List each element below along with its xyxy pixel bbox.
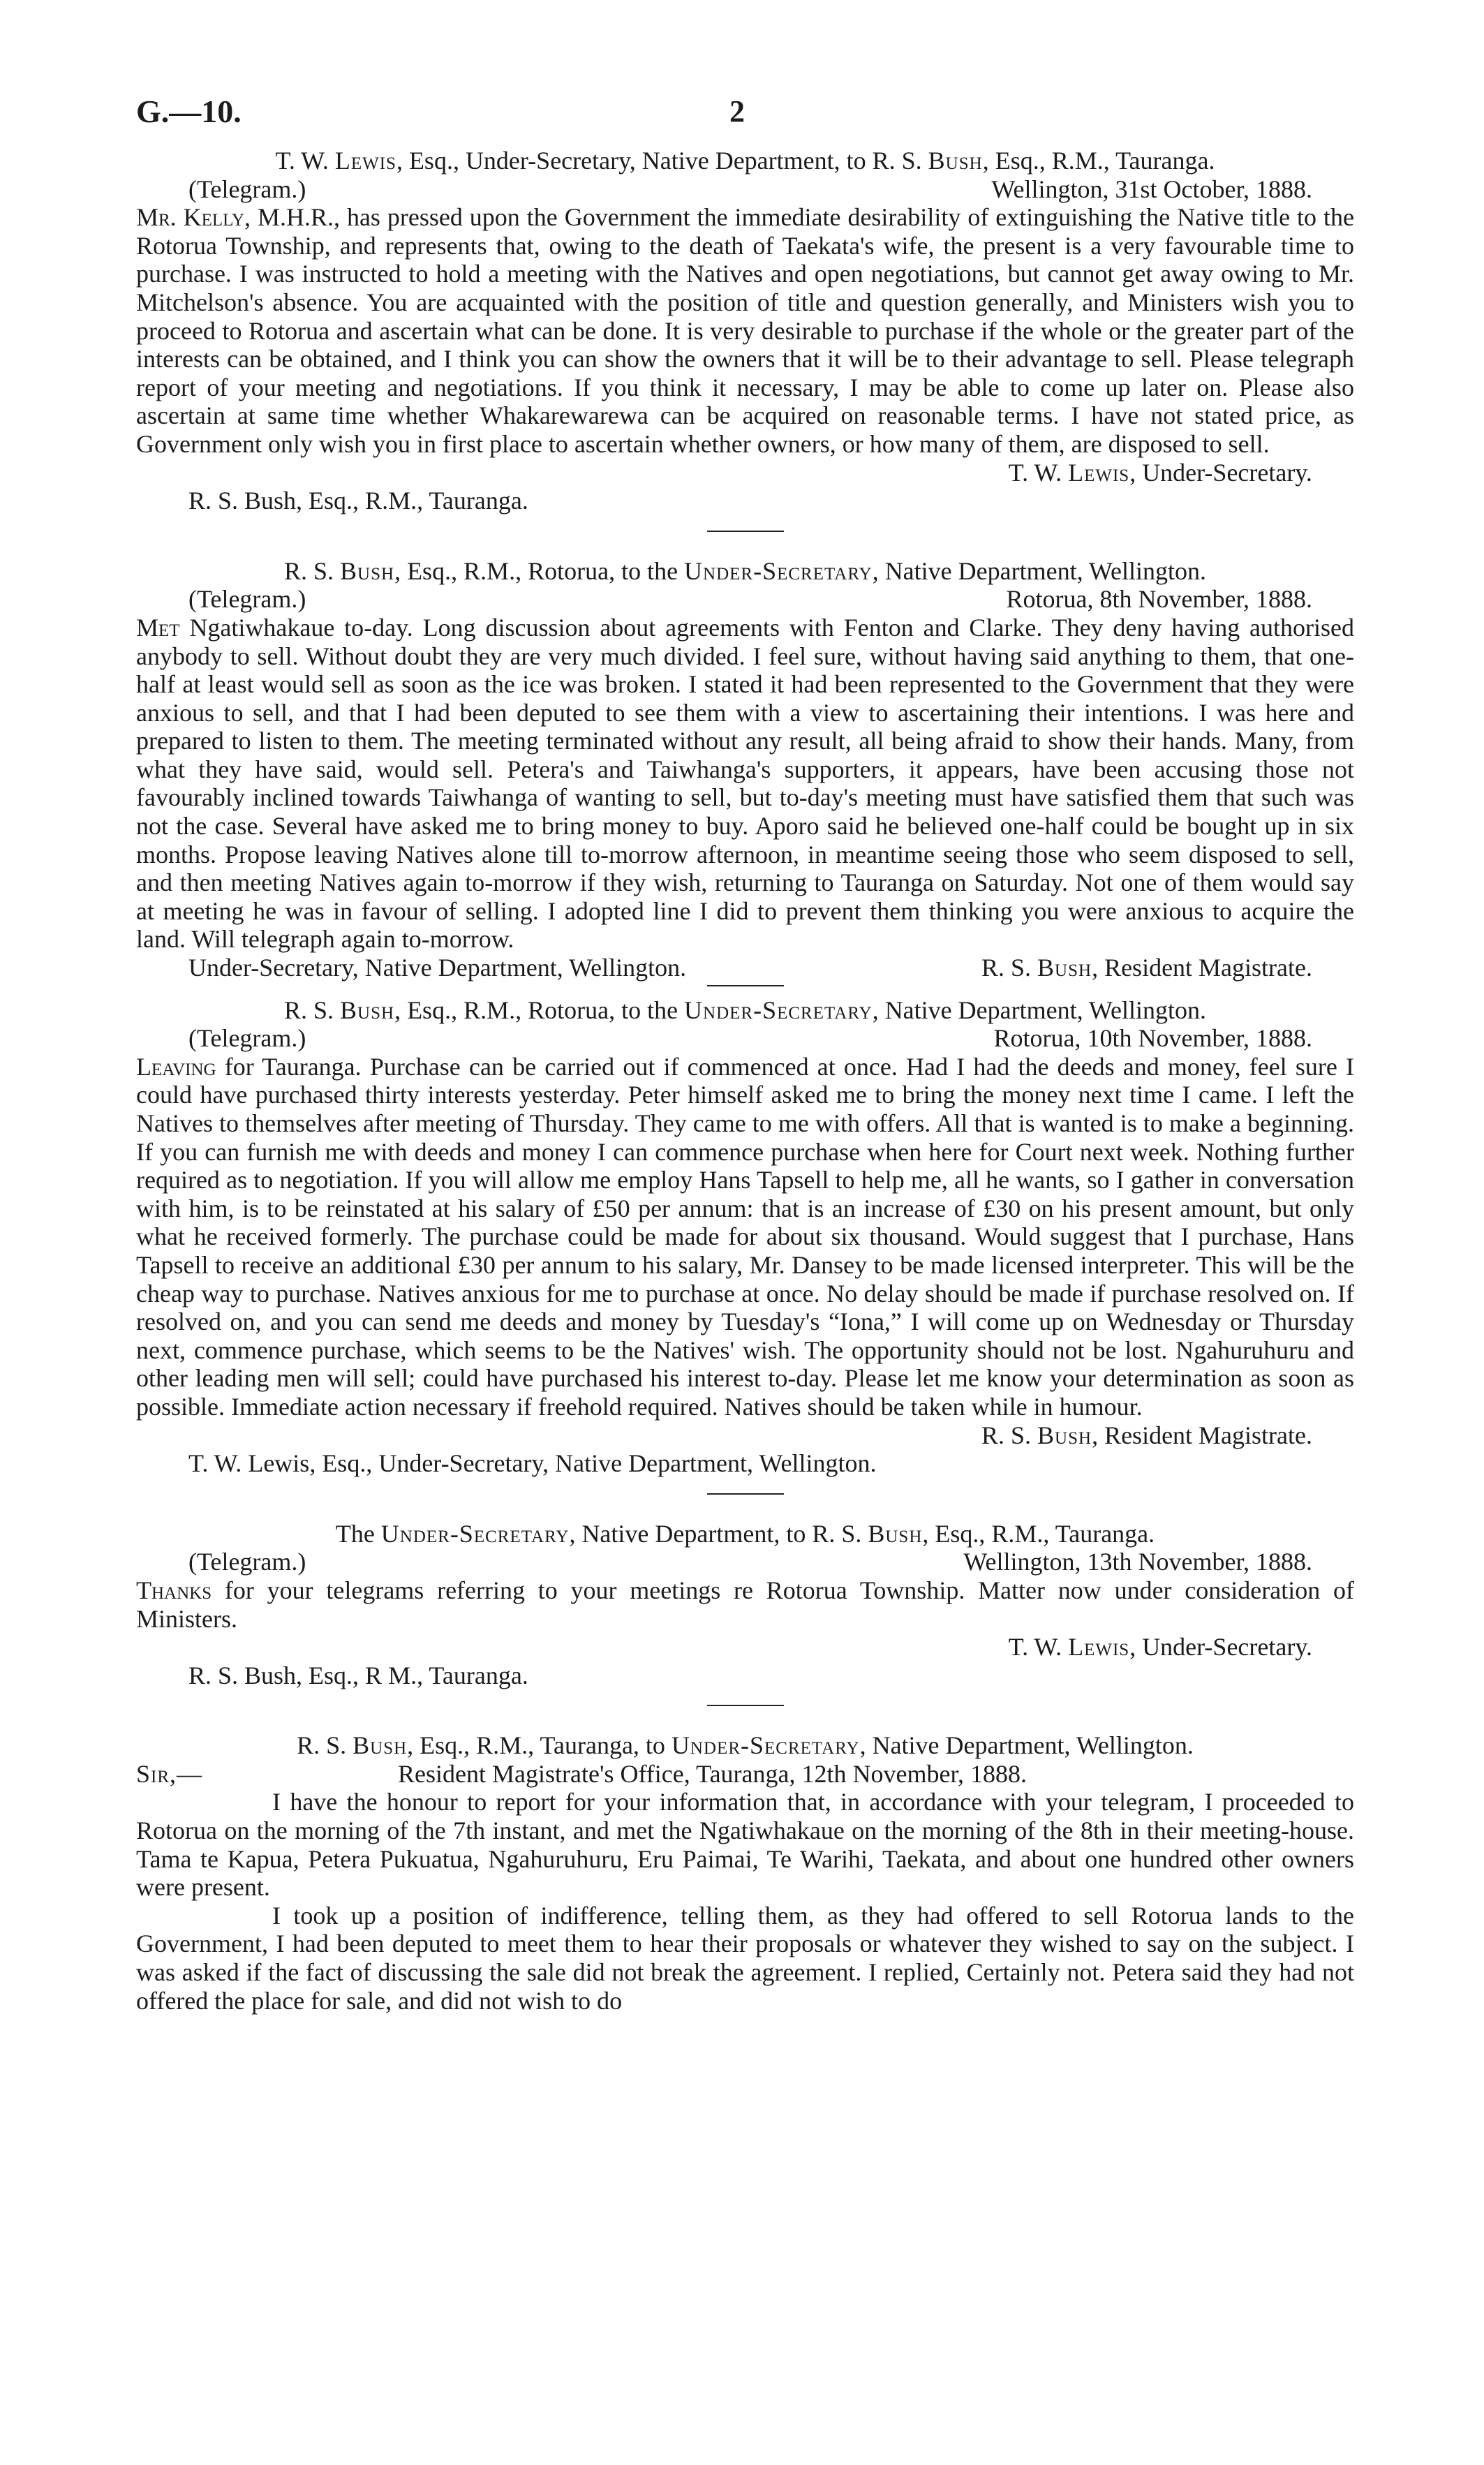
office-date: Resident Magistrate's Office, Tauranga, 12th November, 1888. — [398, 1759, 1027, 1788]
addressee: R. S. Bush, Esq., R M., Tauranga. — [188, 1661, 528, 1689]
place-date: Rotorua, 8th November, 1888. — [1006, 585, 1312, 614]
letter-body: Thanks for your telegrams referring to your meetings re Rotorua Township. Matter now under consideration of Ministers. — [136, 1576, 1354, 1633]
section-divider — [707, 531, 784, 532]
salutation: Sir,— — [136, 1759, 203, 1788]
addressee: R. S. Bush, Esq., R.M., Tauranga. — [188, 487, 528, 515]
telegram-label: (Telegram.) — [188, 1024, 306, 1053]
letter-meta — [136, 1548, 1354, 1576]
page-number: 2 — [729, 94, 745, 128]
signature-row — [136, 954, 1354, 982]
letter-meta — [136, 1024, 1354, 1053]
report-paragraph: I took up a position of indifference, telling them, as they had offered to sell Rotorua lands to the Government, I had been deputed to meet them to hear their proposals or whatever they wished to say on the subject. I was asked if the fact of discussing the sale did not break the agreement. I replied, Certainly not. Petera said they had not offered the place for sale, and did not wish to do — [136, 1901, 1354, 2015]
telegram-label: (Telegram.) — [188, 1548, 306, 1576]
report-paragraph: I have the honour to report for your information that, in accordance with your telegram, I proceeded to Rotorua on the morning of the 7th instant, and met the Ngatiwhakaue on the morning of the 8th in their meeting-house. Tama te Kapua, Petera Pukuatua, Ngahuruhuru, Eru Paimai, Te Warihi, Taekata, and about one hundred other owners were present. — [136, 1788, 1354, 1902]
signature: T. W. Lewis, Under-Secretary. — [1008, 1633, 1312, 1661]
telegram-label: (Telegram.) — [188, 175, 306, 203]
letter-heading: R. S. Bush, Esq., R.M., Rotorua, to the Under-Secretary, Native Department, Wellington. — [283, 556, 1207, 585]
section-divider — [707, 1493, 784, 1495]
telegram-label: (Telegram.) — [188, 585, 306, 614]
addressee: T. W. Lewis, Esq., Under-Secretary, Native Department, Wellington. — [188, 1449, 877, 1478]
letter-body: Leaving for Tauranga. Purchase can be carried out if commenced at once. Had I had the deeds and money, feel sure I could have purchased thirty interests yesterday. Peter himself asked me to bring the money next time I came. I left the Natives to themselves after meeting of Thursday. They came to me with offers. All that is wanted is to make a beginning. If you can furnish me with deeds and money I can commence purchase when here for Court next week. Nothing further required as to negotiation. If you will allow me employ Hans Tapsell to help me, all he wants, so I gather in conversation with him, is to be reinstated at his salary of £50 per annum: that is an increase of £30 on his present amount, but only what he received formerly. The purchase could be made for about six thousand. Would suggest that I purchase, Hans Tapsell to receive an additional £30 per annum to his salary, Mr. Dansey to be made licensed interpreter. This will be the cheap way to purchase. Natives anxious for me to purchase at once. No delay should be made if purchase resolved on. If resolved on, and you can send me deeds and money by Tuesday's “Iona,” I will come up on Wednesday or Thursday next, commence purchase, which seems to be the Natives' wish. The opportunity should not be lost. Ngahuruhuru and other leading men will sell; could have purchased his interest to-day. Please let me know your determination as soon as possible. Immediate action necessary if freehold required. Natives should be taken while in humour. — [136, 1052, 1354, 1421]
letter-body: Mr. Kelly, M.H.R., has pressed upon the Government the immediate desirability of extinguishing the Native title to the Rotorua Township, and represents that, owing to the death of Taekata's wife, the present is a very favourable time to purchase. I was instructed to hold a meeting with the Natives and open negotiations, but cannot get away owing to Mr. Mitchelson's absence. You are acquainted with the position of title and question generally, and Ministers wish you to proceed to Rotorua and ascertain what can be done. It is very desirable to purchase if the whole or the greater part of the interests can be obtained, and I think you can show the owners that it will be to their advantage to sell. Please telegraph report of your meeting and negotiations. If you think it necessary, I may be able to come up later on. Please also ascertain at same time whether Whakarewarewa can be acquired on reasonable terms. I have not stated price, as Government only wish you in first place to ascertain whether owners, or how many of them, are disposed to sell. — [136, 203, 1354, 458]
signature: R. S. Bush, Resident Magistrate. — [981, 954, 1312, 982]
salutation-row — [136, 1760, 1354, 1789]
section-divider — [707, 985, 784, 986]
place-date: Wellington, 13th November, 1888. — [963, 1548, 1312, 1576]
letter-heading: R. S. Bush, Esq., R.M., Tauranga, to Under-Secretary, Native Department, Wellington. — [297, 1731, 1194, 1760]
letter-meta — [136, 175, 1354, 204]
letter-2 — [136, 557, 1354, 982]
document-code: G.—10. — [136, 94, 242, 129]
letter-3 — [136, 996, 1354, 1478]
place-date: Wellington, 31st October, 1888. — [991, 175, 1312, 203]
signature: R. S. Bush, Resident Magistrate. — [981, 1421, 1312, 1449]
document-page — [136, 84, 1354, 2018]
letter-heading: The Under-Secretary, Native Department, to R. S. Bush, Esq., R.M., Tauranga. — [335, 1519, 1155, 1548]
place-date: Rotorua, 10th November, 1888. — [993, 1024, 1312, 1053]
section-divider — [707, 1705, 784, 1706]
letter-1 — [136, 147, 1354, 515]
letter-heading: R. S. Bush, Esq., R.M., Rotorua, to the Under-Secretary, Native Department, Wellington. — [283, 995, 1207, 1024]
report-letter — [136, 1731, 1354, 2015]
addressee: Under-Secretary, Native Department, Wellington. — [188, 954, 687, 982]
letter-body: Met Ngatiwhakaue to-day. Long discussion about agreements with Fenton and Clarke. They deny having authorised anybody to sell. Without doubt they are very much divided. I feel sure, without having said anything to them, that one-half at least would sell as soon as the ice was broken. I stated it had been represented to the Government that they were anxious to sell, and that I had been deputed to see them with a view to ascertaining their intentions. I was here and prepared to listen to them. The meeting terminated without any result, all being afraid to show their hands. Many, from what they have said, would sell. Petera's and Taiwhanga's supporters, it appears, have been accusing those not favourably inclined towards Taiwhanga of wanting to sell, but to-day's meeting must have satisfied them that such was not the case. Several have asked me to bring money to buy. Aporo said he believed one-half could be bought up in six months. Propose leaving Natives alone till to-morrow afternoon, in meantime seeing those who seem disposed to sell, and then meeting Natives again to-morrow if they wish, returning to Tauranga on Saturday. Not one of them would say at meeting he was in favour of selling. I adopted line I did to prevent them thinking you were anxious to acquire the land. Will telegraph again to-morrow. — [136, 613, 1354, 954]
letter-heading: T. W. Lewis, Esq., Under-Secretary, Native Department, to R. S. Bush, Esq., R.M., Tauranga. — [275, 147, 1215, 175]
letter-4 — [136, 1520, 1354, 1690]
signature: T. W. Lewis, Under-Secretary. — [1008, 458, 1312, 487]
page-header — [136, 84, 1354, 147]
letter-meta — [136, 585, 1354, 614]
